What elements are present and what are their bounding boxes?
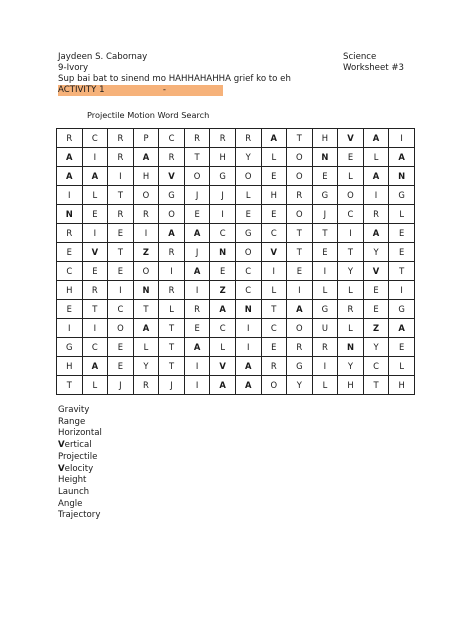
grid-cell: T bbox=[159, 338, 185, 357]
grid-cell: C bbox=[363, 357, 389, 376]
grid-cell: A bbox=[82, 167, 108, 186]
grid-cell: I bbox=[82, 148, 108, 167]
grid-row bbox=[57, 205, 415, 224]
grid-cell: R bbox=[108, 148, 134, 167]
grid-row bbox=[57, 262, 415, 281]
grid-cell: O bbox=[287, 148, 313, 167]
grid-row bbox=[57, 376, 415, 395]
grid-cell: L bbox=[82, 186, 108, 205]
word-list-item bbox=[58, 510, 102, 522]
grid-cell: T bbox=[287, 243, 313, 262]
grid-cell: I bbox=[184, 376, 210, 395]
grid-cell: E bbox=[363, 281, 389, 300]
grid-cell: N bbox=[312, 148, 338, 167]
grid-cell: L bbox=[312, 376, 338, 395]
grid-cell: A bbox=[261, 129, 287, 148]
grid-cell: R bbox=[312, 338, 338, 357]
word-list-item bbox=[58, 499, 102, 511]
grid-cell: E bbox=[108, 224, 134, 243]
grid-cell: E bbox=[389, 338, 415, 357]
grid-cell: G bbox=[210, 167, 236, 186]
grid-cell: R bbox=[210, 129, 236, 148]
grid-cell: R bbox=[57, 224, 83, 243]
grid-cell: I bbox=[261, 262, 287, 281]
grid-cell: C bbox=[235, 262, 261, 281]
grid-cell: A bbox=[133, 148, 159, 167]
grid-cell: A bbox=[287, 300, 313, 319]
grid-row bbox=[57, 357, 415, 376]
grid-cell: T bbox=[133, 300, 159, 319]
grid-cell: E bbox=[389, 224, 415, 243]
grid-cell: O bbox=[338, 186, 364, 205]
grid-cell: R bbox=[82, 281, 108, 300]
grid-cell: E bbox=[184, 205, 210, 224]
grid-cell: L bbox=[338, 167, 364, 186]
grid-cell: G bbox=[312, 186, 338, 205]
grid-cell: O bbox=[287, 205, 313, 224]
grid-cell: C bbox=[82, 338, 108, 357]
grid-cell: A bbox=[184, 224, 210, 243]
grid-cell: R bbox=[133, 376, 159, 395]
grid-row bbox=[57, 319, 415, 338]
grid-cell: E bbox=[57, 300, 83, 319]
grid-cell: A bbox=[389, 319, 415, 338]
grid-cell: E bbox=[312, 167, 338, 186]
grid-cell: G bbox=[389, 186, 415, 205]
grid-cell: H bbox=[389, 376, 415, 395]
grid-cell: A bbox=[363, 129, 389, 148]
grid-cell: N bbox=[338, 338, 364, 357]
worksheet-label: Worksheet #3 bbox=[343, 63, 405, 73]
grid-cell: R bbox=[159, 243, 185, 262]
grid-cell: L bbox=[210, 338, 236, 357]
word-text: Gravity bbox=[58, 405, 90, 415]
grid-cell: R bbox=[287, 338, 313, 357]
grid-cell: P bbox=[133, 129, 159, 148]
grid-cell: E bbox=[108, 357, 134, 376]
grid-cell: I bbox=[159, 262, 185, 281]
grid-cell: G bbox=[159, 186, 185, 205]
word-search-grid bbox=[56, 128, 415, 395]
grid-cell: O bbox=[235, 167, 261, 186]
grid-cell: E bbox=[108, 262, 134, 281]
word-text: Height bbox=[58, 475, 87, 486]
grid-cell: E bbox=[287, 262, 313, 281]
grid-cell: J bbox=[184, 186, 210, 205]
grid-cell: I bbox=[57, 319, 83, 338]
grid-cell: I bbox=[133, 224, 159, 243]
grid-cell: E bbox=[338, 148, 364, 167]
grid-cell: O bbox=[108, 319, 134, 338]
grid-cell: L bbox=[159, 300, 185, 319]
word-text: elocity bbox=[64, 463, 94, 474]
grid-cell: H bbox=[312, 129, 338, 148]
grid-cell: R bbox=[235, 129, 261, 148]
grid-cell: O bbox=[235, 243, 261, 262]
grid-cell: E bbox=[363, 300, 389, 319]
grid-cell: G bbox=[389, 300, 415, 319]
grid-cell: T bbox=[108, 243, 134, 262]
grid-row bbox=[57, 167, 415, 186]
grid-cell: L bbox=[261, 148, 287, 167]
grid-cell: A bbox=[363, 167, 389, 186]
grid-cell: T bbox=[287, 224, 313, 243]
grid-cell: Y bbox=[363, 338, 389, 357]
grid-cell: I bbox=[184, 281, 210, 300]
grid-cell: A bbox=[159, 224, 185, 243]
grid-cell: I bbox=[235, 338, 261, 357]
grid-cell: H bbox=[210, 148, 236, 167]
word-list-item bbox=[58, 475, 102, 487]
grid-cell: C bbox=[82, 129, 108, 148]
grid-cell: H bbox=[57, 281, 83, 300]
word-text: Trajectory bbox=[58, 510, 101, 521]
word-list-item bbox=[58, 417, 102, 429]
grid-cell: H bbox=[133, 167, 159, 186]
grid-cell: I bbox=[312, 262, 338, 281]
grid-cell: L bbox=[389, 205, 415, 224]
grid-cell: J bbox=[312, 205, 338, 224]
grid-cell: R bbox=[57, 129, 83, 148]
grid-cell: R bbox=[108, 205, 134, 224]
word-initial: V bbox=[58, 463, 65, 474]
student-name: Jaydeen S. Cabornay bbox=[58, 52, 148, 62]
grid-cell: R bbox=[159, 281, 185, 300]
grid-cell: N bbox=[57, 205, 83, 224]
grid-cell: L bbox=[338, 281, 364, 300]
grid-cell: A bbox=[363, 224, 389, 243]
grid-cell: J bbox=[184, 243, 210, 262]
grid-cell: I bbox=[363, 186, 389, 205]
grid-cell: J bbox=[159, 376, 185, 395]
grid-cell: E bbox=[82, 205, 108, 224]
grid-row bbox=[57, 281, 415, 300]
grid-cell: V bbox=[261, 243, 287, 262]
word-text: Angle bbox=[58, 498, 83, 509]
grid-cell: A bbox=[82, 357, 108, 376]
grid-cell: V bbox=[363, 262, 389, 281]
word-list-item bbox=[58, 428, 102, 440]
grid-cell: R bbox=[287, 186, 313, 205]
grid-cell: C bbox=[261, 319, 287, 338]
grid-cell: Y bbox=[235, 148, 261, 167]
grid-cell: A bbox=[57, 148, 83, 167]
grid-cell: C bbox=[159, 129, 185, 148]
grid-row bbox=[57, 224, 415, 243]
grid-cell: E bbox=[389, 243, 415, 262]
student-section: 9-Ivory bbox=[58, 63, 89, 73]
grid-cell: Y bbox=[287, 376, 313, 395]
grid-cell: E bbox=[108, 338, 134, 357]
grid-cell: U bbox=[312, 319, 338, 338]
grid-cell: O bbox=[159, 205, 185, 224]
grid-cell: I bbox=[57, 186, 83, 205]
word-text: Launch bbox=[58, 486, 90, 497]
grid-cell: Z bbox=[210, 281, 236, 300]
grid-cell: A bbox=[235, 357, 261, 376]
grid-cell: I bbox=[82, 224, 108, 243]
grid-cell: R bbox=[363, 205, 389, 224]
grid-cell: Z bbox=[133, 243, 159, 262]
grid-cell: I bbox=[108, 281, 134, 300]
grid-cell: T bbox=[261, 300, 287, 319]
word-list bbox=[58, 405, 102, 522]
grid-cell: I bbox=[210, 205, 236, 224]
grid-cell: V bbox=[82, 243, 108, 262]
grid-cell: L bbox=[312, 281, 338, 300]
grid-cell: Y bbox=[338, 262, 364, 281]
grid-cell: Y bbox=[133, 357, 159, 376]
grid-cell: G bbox=[312, 300, 338, 319]
grid-cell: R bbox=[108, 129, 134, 148]
grid-cell: T bbox=[159, 357, 185, 376]
grid-cell: O bbox=[287, 167, 313, 186]
grid-cell: R bbox=[159, 148, 185, 167]
grid-cell: R bbox=[184, 129, 210, 148]
word-list-item bbox=[58, 405, 102, 417]
grid-cell: I bbox=[338, 224, 364, 243]
grid-cell: I bbox=[108, 167, 134, 186]
grid-cell: H bbox=[261, 186, 287, 205]
grid-cell: A bbox=[184, 262, 210, 281]
grid-cell: T bbox=[82, 300, 108, 319]
grid-cell: V bbox=[210, 357, 236, 376]
grid-cell: T bbox=[287, 129, 313, 148]
grid-cell: O bbox=[133, 186, 159, 205]
grid-cell: L bbox=[261, 281, 287, 300]
grid-cell: G bbox=[287, 357, 313, 376]
grid-cell: E bbox=[210, 262, 236, 281]
grid-row bbox=[57, 300, 415, 319]
grid-cell: N bbox=[133, 281, 159, 300]
grid-cell: L bbox=[235, 186, 261, 205]
grid-cell: L bbox=[389, 357, 415, 376]
grid-cell: A bbox=[389, 148, 415, 167]
grid-cell: I bbox=[184, 357, 210, 376]
grid-cell: J bbox=[210, 186, 236, 205]
grid-cell: T bbox=[159, 319, 185, 338]
grid-cell: I bbox=[389, 129, 415, 148]
grid-cell: E bbox=[57, 243, 83, 262]
grid-cell: L bbox=[363, 148, 389, 167]
grid-cell: R bbox=[184, 300, 210, 319]
subject-label: Science bbox=[343, 52, 377, 62]
grid-cell: E bbox=[82, 262, 108, 281]
grid-cell: C bbox=[338, 205, 364, 224]
grid-cell: O bbox=[184, 167, 210, 186]
grid-cell: O bbox=[287, 319, 313, 338]
grid-cell: A bbox=[235, 376, 261, 395]
grid-cell: O bbox=[133, 262, 159, 281]
grid-cell: N bbox=[235, 300, 261, 319]
grid-cell: T bbox=[338, 243, 364, 262]
grid-cell: L bbox=[133, 338, 159, 357]
grid-row bbox=[57, 129, 415, 148]
grid-cell: C bbox=[210, 319, 236, 338]
grid-cell: H bbox=[57, 357, 83, 376]
grid-cell: L bbox=[82, 376, 108, 395]
grid-cell: I bbox=[312, 357, 338, 376]
grid-cell: E bbox=[261, 167, 287, 186]
grid-row bbox=[57, 338, 415, 357]
word-initial: V bbox=[58, 440, 65, 451]
grid-cell: E bbox=[184, 319, 210, 338]
activity-label: ACTIVITY 1 bbox=[58, 85, 105, 95]
grid-row bbox=[57, 186, 415, 205]
word-list-item bbox=[58, 464, 102, 476]
student-note: Sup bai bat to sinend mo HAHHAHAHHA grief ko to eh bbox=[58, 74, 291, 84]
grid-cell: A bbox=[133, 319, 159, 338]
grid-cell: T bbox=[57, 376, 83, 395]
grid-cell: L bbox=[338, 319, 364, 338]
word-text: Projectile bbox=[58, 451, 98, 462]
grid-cell: A bbox=[210, 300, 236, 319]
grid-cell: Y bbox=[363, 243, 389, 262]
grid-cell: T bbox=[184, 148, 210, 167]
grid-cell: Z bbox=[363, 319, 389, 338]
word-list-item bbox=[58, 487, 102, 499]
grid-cell: C bbox=[108, 300, 134, 319]
grid-cell: G bbox=[235, 224, 261, 243]
grid-cell: R bbox=[133, 205, 159, 224]
word-text: Range bbox=[58, 416, 86, 427]
grid-cell: E bbox=[261, 338, 287, 357]
grid-cell: N bbox=[389, 167, 415, 186]
grid-cell: V bbox=[159, 167, 185, 186]
grid-cell: T bbox=[389, 262, 415, 281]
word-text: ertical bbox=[64, 440, 92, 451]
grid-row bbox=[57, 243, 415, 262]
grid-cell: V bbox=[338, 129, 364, 148]
grid-cell: C bbox=[235, 281, 261, 300]
activity-banner bbox=[58, 85, 223, 96]
puzzle-title: Projectile Motion Word Search bbox=[87, 110, 210, 120]
grid-cell: J bbox=[108, 376, 134, 395]
word-list-item bbox=[58, 452, 102, 464]
grid-cell: R bbox=[338, 300, 364, 319]
word-list-item bbox=[58, 440, 102, 452]
grid-cell: T bbox=[108, 186, 134, 205]
grid-cell: G bbox=[57, 338, 83, 357]
word-text: Horizontal bbox=[58, 428, 102, 439]
grid-cell: E bbox=[235, 205, 261, 224]
grid-cell: E bbox=[312, 243, 338, 262]
grid-cell: N bbox=[210, 243, 236, 262]
grid-row bbox=[57, 148, 415, 167]
grid-cell: C bbox=[210, 224, 236, 243]
grid-cell: I bbox=[82, 319, 108, 338]
grid-cell: T bbox=[312, 224, 338, 243]
grid-cell: I bbox=[389, 281, 415, 300]
grid-cell: H bbox=[338, 376, 364, 395]
grid-cell: A bbox=[184, 338, 210, 357]
grid-cell: O bbox=[261, 376, 287, 395]
grid-cell: A bbox=[210, 376, 236, 395]
grid-cell: A bbox=[57, 167, 83, 186]
activity-dash: - bbox=[162, 85, 166, 95]
grid-cell: Y bbox=[338, 357, 364, 376]
grid-cell: I bbox=[287, 281, 313, 300]
grid-cell: C bbox=[261, 224, 287, 243]
grid-cell: T bbox=[363, 376, 389, 395]
grid-cell: I bbox=[235, 319, 261, 338]
grid-cell: C bbox=[57, 262, 83, 281]
grid-cell: E bbox=[261, 205, 287, 224]
grid-cell: R bbox=[261, 357, 287, 376]
